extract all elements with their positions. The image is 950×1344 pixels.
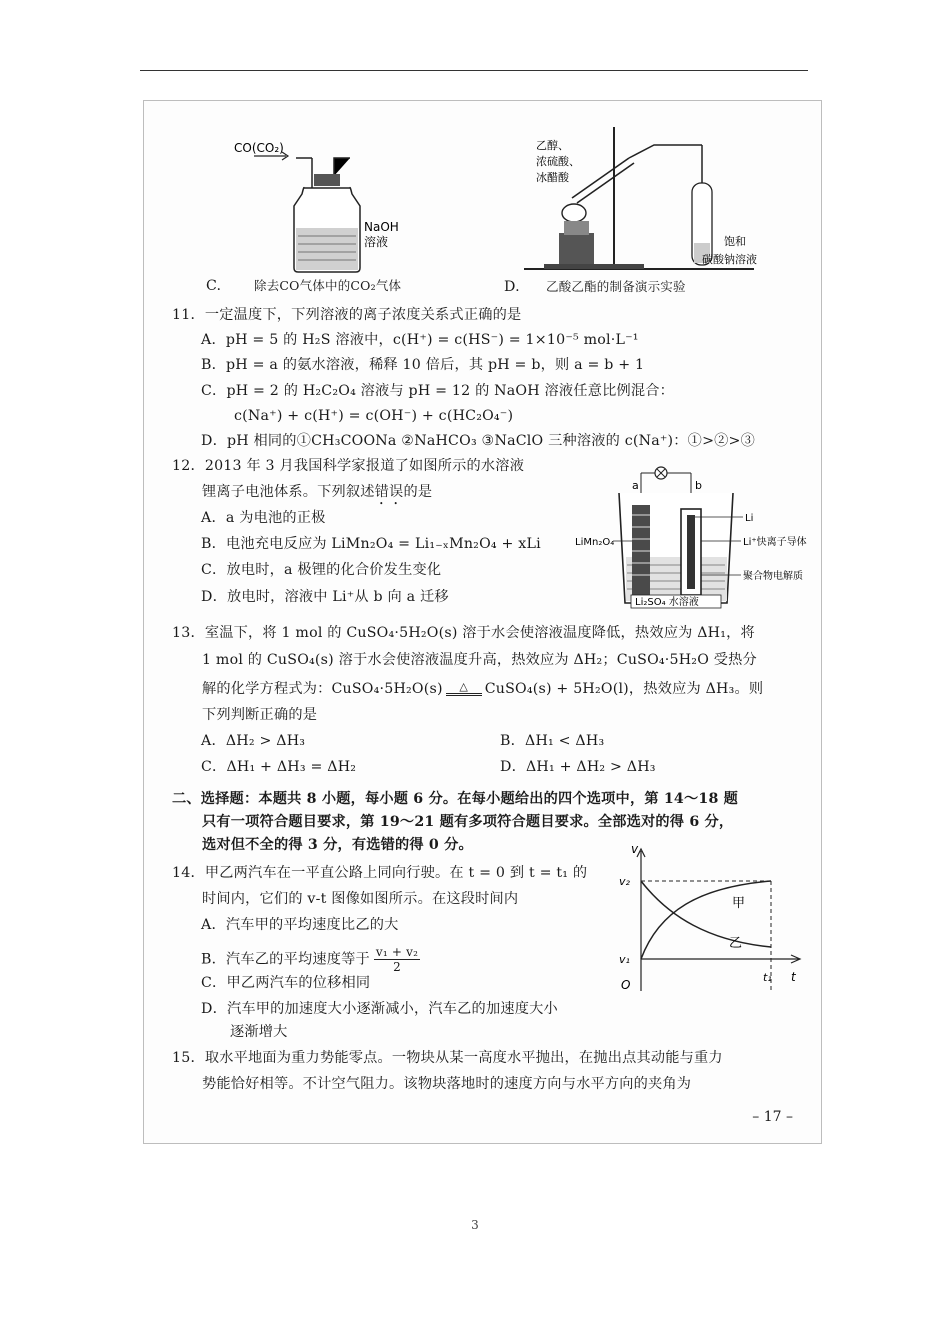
fig-c-gas-label: CO(CO₂)	[234, 141, 284, 155]
section2-line1: 二、选择题：本题共 8 小题，每小题 6 分。在每小题给出的四个选项中，第 14～18 题	[172, 791, 739, 807]
fig-c-solution-label-1: NaOH	[364, 220, 399, 234]
q13-line3	[202, 680, 763, 698]
q14-fraction-denominator: 2	[393, 960, 401, 974]
fig12-label-b: b	[695, 479, 702, 492]
q12-stem-before: 锂离子电池体系。下列叙述	[202, 484, 375, 500]
q11-option-a: A．pH = 5 的 H₂S 溶液中，c(H⁺) = c(HS⁻) = 1×10⁻⁵ mol·L⁻¹	[201, 332, 639, 348]
q12-stem-after: 的是	[403, 484, 433, 500]
fig12-label-li: Li	[745, 513, 754, 524]
q14-fraction-numerator: v₁ + v₂	[375, 945, 419, 959]
q14-option-d-line2: 逐渐增大	[230, 1024, 288, 1040]
q13-heating-arrow: △	[446, 681, 482, 696]
q12-stem-line2	[202, 483, 432, 508]
q14-line1: 14．甲乙两汽车在一平直公路上同向行驶。在 t = 0 到 t = t₁ 的	[172, 865, 588, 881]
fig12-label-a: a	[632, 479, 639, 492]
q14-vt-graph	[619, 841, 809, 1001]
q13-line1: 13．室温下，将 1 mol 的 CuSO₄·5H₂O(s) 溶于水会使溶液温度降低，热效应为 ΔH₁，将	[172, 625, 755, 641]
q12-battery-figure	[569, 461, 814, 611]
q13-option-c: C．ΔH₁ + ΔH₃ = ΔH₂	[201, 759, 357, 775]
q13-line2: 1 mol 的 CuSO₄(s) 溶于水会使溶液温度升高，热效应为 ΔH₂；CuSO₄·5H₂O 受热分	[202, 652, 757, 668]
fig-d-caption-letter: D.	[504, 279, 520, 295]
q11-option-c-line1: C．pH = 2 的 H₂C₂O₄ 溶液与 pH = 12 的 NaOH 溶液任意比例混合：	[201, 383, 675, 399]
q12-stem-line1: 12．2013 年 3 月我国科学家报道了如图所示的水溶液	[172, 458, 525, 474]
q11-option-d: D．pH 相同的①CH₃COONa ②NaHCO₃ ③NaClO 三种溶液的 c(Na⁺)：①>②>③	[201, 433, 756, 449]
q13-option-d: D．ΔH₁ + ΔH₂ > ΔH₃	[500, 759, 656, 775]
q15-line2: 势能恰好相等。不计空气阻力。该物块落地时的速度方向与水平方向的夹角为	[202, 1076, 692, 1092]
sheet-page-number: – 17 –	[752, 1109, 793, 1125]
fig-d-reagent-1: 乙醇、	[536, 139, 569, 152]
page-number: 3	[471, 1218, 479, 1232]
figure-d-esterification-apparatus	[524, 123, 804, 273]
q14-option-d-line1: D．汽车甲的加速度大小逐渐减小，汽车乙的加速度大小	[201, 1001, 558, 1017]
q12-option-c: C．放电时，a 极锂的化合价发生变化	[201, 562, 442, 578]
graph-axis-v: v	[631, 842, 639, 856]
q13-option-b: B．ΔH₁ < ΔH₃	[500, 733, 605, 749]
fig-d-reagent-2: 浓硫酸、	[536, 155, 580, 168]
fig12-label-lithium-manganate: LiMn₂O₄	[575, 537, 615, 548]
q12-option-a: A．a 为电池的正极	[201, 510, 326, 526]
fig-d-caption: 乙酸乙酯的制备演示实验	[546, 279, 686, 294]
section2-line2: 只有一项符合题目要求，第 19～21 题有多项符合题目要求。全部选对的得 6 分，	[202, 814, 734, 830]
q14-line2: 时间内，它们的 v-t 图像如图所示。在这段时间内	[202, 891, 519, 907]
header-rule	[140, 70, 808, 71]
fig-c-caption: 除去CO气体中的CO₂气体	[254, 278, 402, 293]
fig12-label-electrolyte: 聚合物电解质	[743, 571, 803, 582]
q14-option-c: C．甲乙两汽车的位移相同	[201, 975, 371, 991]
q13-line3-before: 解的化学方程式为：CuSO₄·5H₂O(s)	[202, 681, 443, 697]
q12-option-b: B．电池充电反应为 LiMn₂O₄ = Li₁₋ₓMn₂O₄ + xLi	[201, 536, 541, 552]
q11-stem: 11．一定温度下，下列溶液的离子浓度关系式正确的是	[172, 307, 522, 323]
q14-option-b	[201, 945, 420, 974]
q14-fraction	[374, 945, 420, 974]
graph-v2-label: v₂	[619, 875, 630, 888]
graph-curve-jia: 甲	[732, 896, 746, 911]
graph-axis-t: t	[791, 970, 796, 984]
q15-line1: 15．取水平地面为重力势能零点。一物块从某一高度水平抛出，在抛出点其动能与重力	[172, 1050, 723, 1066]
fig12-label-conductor: Li⁺快离子导体	[743, 537, 807, 548]
section2-line3: 选对但不全的得 3 分，有选错的得 0 分。	[202, 837, 473, 853]
q14-option-b-text: B．汽车乙的平均速度等于	[201, 951, 370, 968]
q14-option-a: A．汽车甲的平均速度比乙的大	[201, 917, 399, 933]
q11-option-c-line2: c(Na⁺) + c(H⁺) = c(OH⁻) + c(HC₂O₄⁻)	[234, 408, 514, 424]
fig12-label-solution: Li₂SO₄ 水溶液	[635, 597, 699, 608]
graph-curve-yi: 乙	[729, 936, 743, 951]
fig-d-receiver-1: 饱和	[724, 235, 746, 248]
fig-d-receiver-2: 碳酸钠溶液	[702, 253, 757, 266]
fig-c-solution-label-2: 溶液	[364, 235, 389, 249]
q12-option-d: D．放电时，溶液中 Li⁺从 b 向 a 迁移	[201, 589, 449, 605]
q13-option-a: A．ΔH₂ > ΔH₃	[201, 733, 306, 749]
q12-stem-emphasis: 错误	[374, 484, 404, 500]
q13-line4: 下列判断正确的是	[202, 707, 318, 723]
scanned-exam-sheet	[143, 100, 822, 1144]
q13-line3-after: CuSO₄(s) + 5H₂O(l)，热效应为 ΔH₃。则	[484, 681, 764, 697]
graph-t1-label: t₁	[763, 971, 772, 984]
graph-origin: O	[621, 978, 631, 992]
fig-c-caption-letter: C.	[206, 278, 222, 294]
q11-option-b: B．pH = a 的氨水溶液，稀释 10 倍后，其 pH = b，则 a = b + 1	[201, 357, 645, 373]
graph-v1-label: v₁	[619, 953, 630, 966]
figure-c-gas-washing-bottle	[224, 136, 424, 286]
fig-d-reagent-3: 冰醋酸	[536, 171, 569, 184]
